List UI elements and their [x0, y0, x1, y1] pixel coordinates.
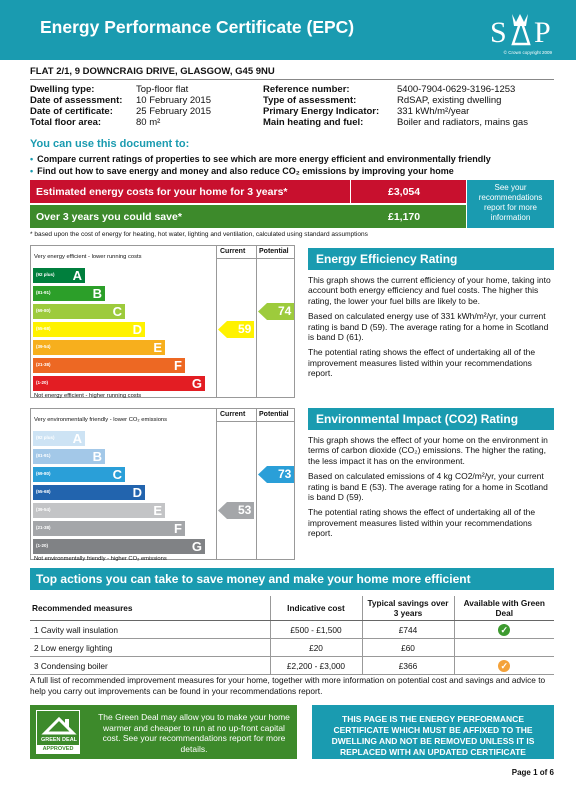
divider — [30, 79, 554, 80]
band-letter: B — [92, 449, 102, 464]
estimated-cost-label: Estimated energy costs for your home for 3 years* — [36, 186, 288, 198]
use-doc-bullet: • Find out how to save energy and money and also reduce CO₂ emissions by improving your home — [30, 166, 454, 176]
table-cell: £60 — [362, 639, 454, 657]
detail-row — [30, 84, 260, 95]
band-range: (39-54) — [36, 507, 51, 512]
band-letter: D — [132, 485, 142, 500]
page-number: Page 1 of 6 — [511, 768, 554, 777]
savings-value: £1,170 — [388, 211, 421, 223]
band-range: (55-68) — [36, 489, 51, 494]
eir-text — [308, 435, 554, 539]
bullet-icon: • — [30, 166, 34, 176]
col-current-label: Current — [220, 411, 246, 418]
table-cell: £2,200 - £3,000 — [270, 657, 362, 675]
detail-value: 10 February 2015 — [136, 95, 211, 106]
eer-heading: Energy Efficiency Rating — [308, 248, 554, 270]
rating-band-f — [33, 358, 185, 373]
table-cell: 1 Cavity wall insulation — [30, 621, 270, 639]
green-deal-text: The Green Deal may allow you to make your home warmer and cheaper to run at no up-front capital cost. See your recommendations report for more details. — [98, 712, 290, 754]
details-left — [30, 84, 260, 128]
chart-gridline — [256, 409, 257, 559]
rating-band-d — [33, 322, 145, 337]
table-cell: 3 Condensing boiler — [30, 657, 270, 675]
copyright-text: © Crown copyright 2009 — [503, 50, 552, 55]
rating-band-e — [33, 340, 165, 355]
band-range: (39-54) — [36, 344, 51, 349]
rating-value: 73 — [278, 467, 292, 481]
band-letter: F — [174, 358, 182, 373]
check-icon: ✓ — [498, 624, 510, 636]
band-letter: C — [112, 467, 122, 482]
band-range: (21-38) — [36, 525, 51, 530]
eer-paragraph: The potential rating shows the effect of undertaking all of the improvement measures listed within your recommendations report. — [308, 347, 536, 379]
detail-row — [30, 106, 260, 117]
chart-header-rule — [216, 258, 294, 259]
use-doc-title: You can use this document to: — [30, 138, 190, 150]
current-rating-arrow — [218, 321, 254, 338]
detail-row — [30, 95, 260, 106]
check-icon: ✓ — [498, 660, 510, 672]
rating-value: 53 — [238, 503, 252, 517]
affix-notice: THIS PAGE IS THE ENERGY PERFORMANCE CERTIFICATE WHICH MUST BE AFFIXED TO THE DWELLING AND NOT BE REMOVED UNLESS IT IS REPLACED WITH AN UPDATED CERTIFICATE — [312, 705, 554, 759]
green-deal-cell — [454, 621, 554, 639]
actions-table — [30, 596, 554, 675]
col-header: Recommended measures — [30, 596, 270, 621]
band-letter: D — [132, 322, 142, 337]
col-header: Indicative cost — [270, 596, 362, 621]
rating-value: 59 — [238, 322, 252, 336]
detail-value: 5400-7904-0629-3196-1253 — [397, 84, 516, 95]
table-cell: £366 — [362, 657, 454, 675]
col-header: Typical savings over 3 years — [362, 596, 454, 621]
detail-row — [263, 117, 554, 128]
crown-icon — [476, 6, 556, 56]
band-range: (81-91) — [36, 290, 51, 295]
table-row — [30, 639, 554, 657]
band-range: (55-68) — [36, 326, 51, 331]
table-cell: £500 - £1,500 — [270, 621, 362, 639]
detail-label: Primary Energy Indicator: — [263, 106, 380, 117]
green-deal-box — [30, 705, 297, 759]
chart-gridline — [216, 246, 217, 397]
detail-label: Reference number: — [263, 84, 350, 95]
eir-paragraph: The potential rating shows the effect of undertaking all of the improvement measures listed within your recommendations report. — [308, 507, 536, 539]
potential-rating-arrow — [258, 466, 294, 483]
rating-band-a — [33, 268, 85, 283]
rating-band-a — [33, 431, 85, 446]
bullet-icon: • — [30, 154, 34, 164]
band-letter: A — [72, 268, 82, 283]
detail-value: 80 m² — [136, 117, 161, 128]
savings-label: Over 3 years you could save* — [36, 211, 182, 223]
table-header-row — [30, 596, 554, 621]
band-range: (1-20) — [36, 543, 49, 548]
table-cell: £20 — [270, 639, 362, 657]
band-letter: G — [191, 539, 202, 554]
band-letter: G — [191, 376, 202, 391]
eer-text — [308, 275, 554, 379]
detail-value: Boiler and radiators, mains gas — [397, 117, 528, 128]
band-range: (92 plus) — [36, 272, 55, 277]
energy-efficiency-chart — [30, 245, 295, 398]
chart-gridline — [216, 409, 217, 559]
eer-paragraph: This graph shows the current efficiency of your home, taking into account both energy efficiency and fuel costs. The higher this rating, the lower your fuel bills are likely to be. — [308, 275, 551, 306]
table-row — [30, 621, 554, 639]
band-range: (81-91) — [36, 453, 51, 458]
rating-band-d — [33, 485, 145, 500]
rating-band-e — [33, 503, 165, 518]
band-range: (69-80) — [36, 471, 51, 476]
band-letter: C — [112, 304, 122, 319]
eir-paragraph: This graph shows the effect of your home on the environment in terms of carbon dioxide (CO₂) emissions. The higher the rating, the less impact it has on the environment. — [308, 435, 548, 466]
rating-band-c — [33, 304, 125, 319]
chart-top-label: Very environmentally friendly - lower CO₂ emissions — [34, 417, 168, 423]
band-letter: E — [153, 503, 162, 518]
col-potential-label: Potential — [259, 248, 289, 255]
rating-band-c — [33, 467, 125, 482]
actions-heading: Top actions you can take to save money and make your home more efficient — [30, 568, 554, 590]
detail-row — [263, 95, 554, 106]
col-current-label: Current — [220, 248, 246, 255]
see-recommendations-box: See your recommendations report for more information — [467, 180, 554, 228]
chart-bottom-label: Not energy efficient - higher running costs — [34, 393, 142, 399]
detail-value: RdSAP, existing dwelling — [397, 95, 502, 106]
table-cell: £744 — [362, 621, 454, 639]
band-letter: A — [72, 431, 82, 446]
current-rating-arrow — [218, 502, 254, 519]
environmental-impact-chart — [30, 408, 295, 560]
detail-label: Type of assessment: — [263, 95, 357, 106]
page-title: Energy Performance Certificate (EPC) — [40, 17, 355, 37]
estimated-cost-value: £3,054 — [388, 186, 421, 198]
green-deal-badge: GREEN DEAL APPROVED — [36, 710, 80, 754]
table-row — [30, 657, 554, 675]
chart-gridline — [256, 246, 257, 397]
sap-logo — [476, 6, 556, 56]
property-address: FLAT 2/1, 9 DOWNCRAIG DRIVE, GLASGOW, G45 9NU — [30, 66, 275, 77]
svg-text:P: P — [534, 16, 551, 49]
savings-bar — [30, 205, 466, 228]
table-cell: 2 Low energy lighting — [30, 639, 270, 657]
svg-text:S: S — [490, 16, 507, 49]
use-doc-bullet: • Compare current ratings of properties to see which are more energy efficient and environmentally friendly — [30, 154, 491, 164]
band-range: (1-20) — [36, 380, 49, 385]
band-range: (69-80) — [36, 308, 51, 313]
eer-paragraph: Based on calculated energy use of 331 kWh/m²/yr, your current rating is band D (59). The average rating for a home in Scotland is band D (61). — [308, 311, 549, 343]
chart-bottom-label: Not environmentally friendly - higher CO₂ emissions — [34, 556, 167, 562]
details-right — [263, 84, 554, 128]
band-letter: E — [153, 340, 162, 355]
band-range: (21-38) — [36, 362, 51, 367]
potential-rating-arrow — [258, 303, 294, 320]
detail-row — [30, 117, 260, 128]
chart-header-rule — [216, 421, 294, 422]
rating-band-g — [33, 376, 205, 391]
chart-top-label: Very energy efficient - lower running costs — [34, 254, 142, 260]
detail-value: Top-floor flat — [136, 84, 189, 95]
col-potential-label: Potential — [259, 411, 289, 418]
green-deal-cell — [454, 639, 554, 657]
green-deal-cell — [454, 657, 554, 675]
header-bar — [0, 0, 576, 60]
detail-row — [263, 84, 554, 95]
col-header: Available with Green Deal — [454, 596, 554, 621]
detail-value: 25 February 2015 — [136, 106, 211, 117]
eir-heading: Environmental Impact (CO2) Rating — [308, 408, 554, 430]
eir-paragraph: Based on calculated emissions of 4 kg CO2/m²/yr, your current rating is band E (53). The average rating for a home in Scotland is band D (59). — [308, 471, 548, 503]
detail-label: Dwelling type: — [30, 84, 95, 95]
rating-value: 74 — [278, 304, 292, 318]
rating-band-b — [33, 449, 105, 464]
detail-label: Total floor area: — [30, 117, 102, 128]
rating-band-g — [33, 539, 205, 554]
detail-label: Date of certificate: — [30, 106, 113, 117]
rating-band-b — [33, 286, 105, 301]
cost-footnote: * based upon the cost of energy for heating, hot water, lighting and ventilation, calculated using standard assumptions — [30, 231, 368, 238]
actions-footer: A full list of recommended improvement measures for your home, together with more information on potential cost and savings and advice to help you carry out improvements can be found in your recommendations report. — [30, 675, 546, 696]
band-letter: B — [92, 286, 102, 301]
house-icon — [37, 711, 81, 737]
band-range: (92 plus) — [36, 435, 55, 440]
detail-value: 331 kWh/m²/year — [397, 106, 470, 117]
detail-label: Main heating and fuel: — [263, 117, 364, 128]
rating-band-f — [33, 521, 185, 536]
band-letter: F — [174, 521, 182, 536]
detail-row — [263, 106, 554, 117]
estimated-cost-bar — [30, 180, 466, 203]
detail-label: Date of assessment: — [30, 95, 123, 106]
